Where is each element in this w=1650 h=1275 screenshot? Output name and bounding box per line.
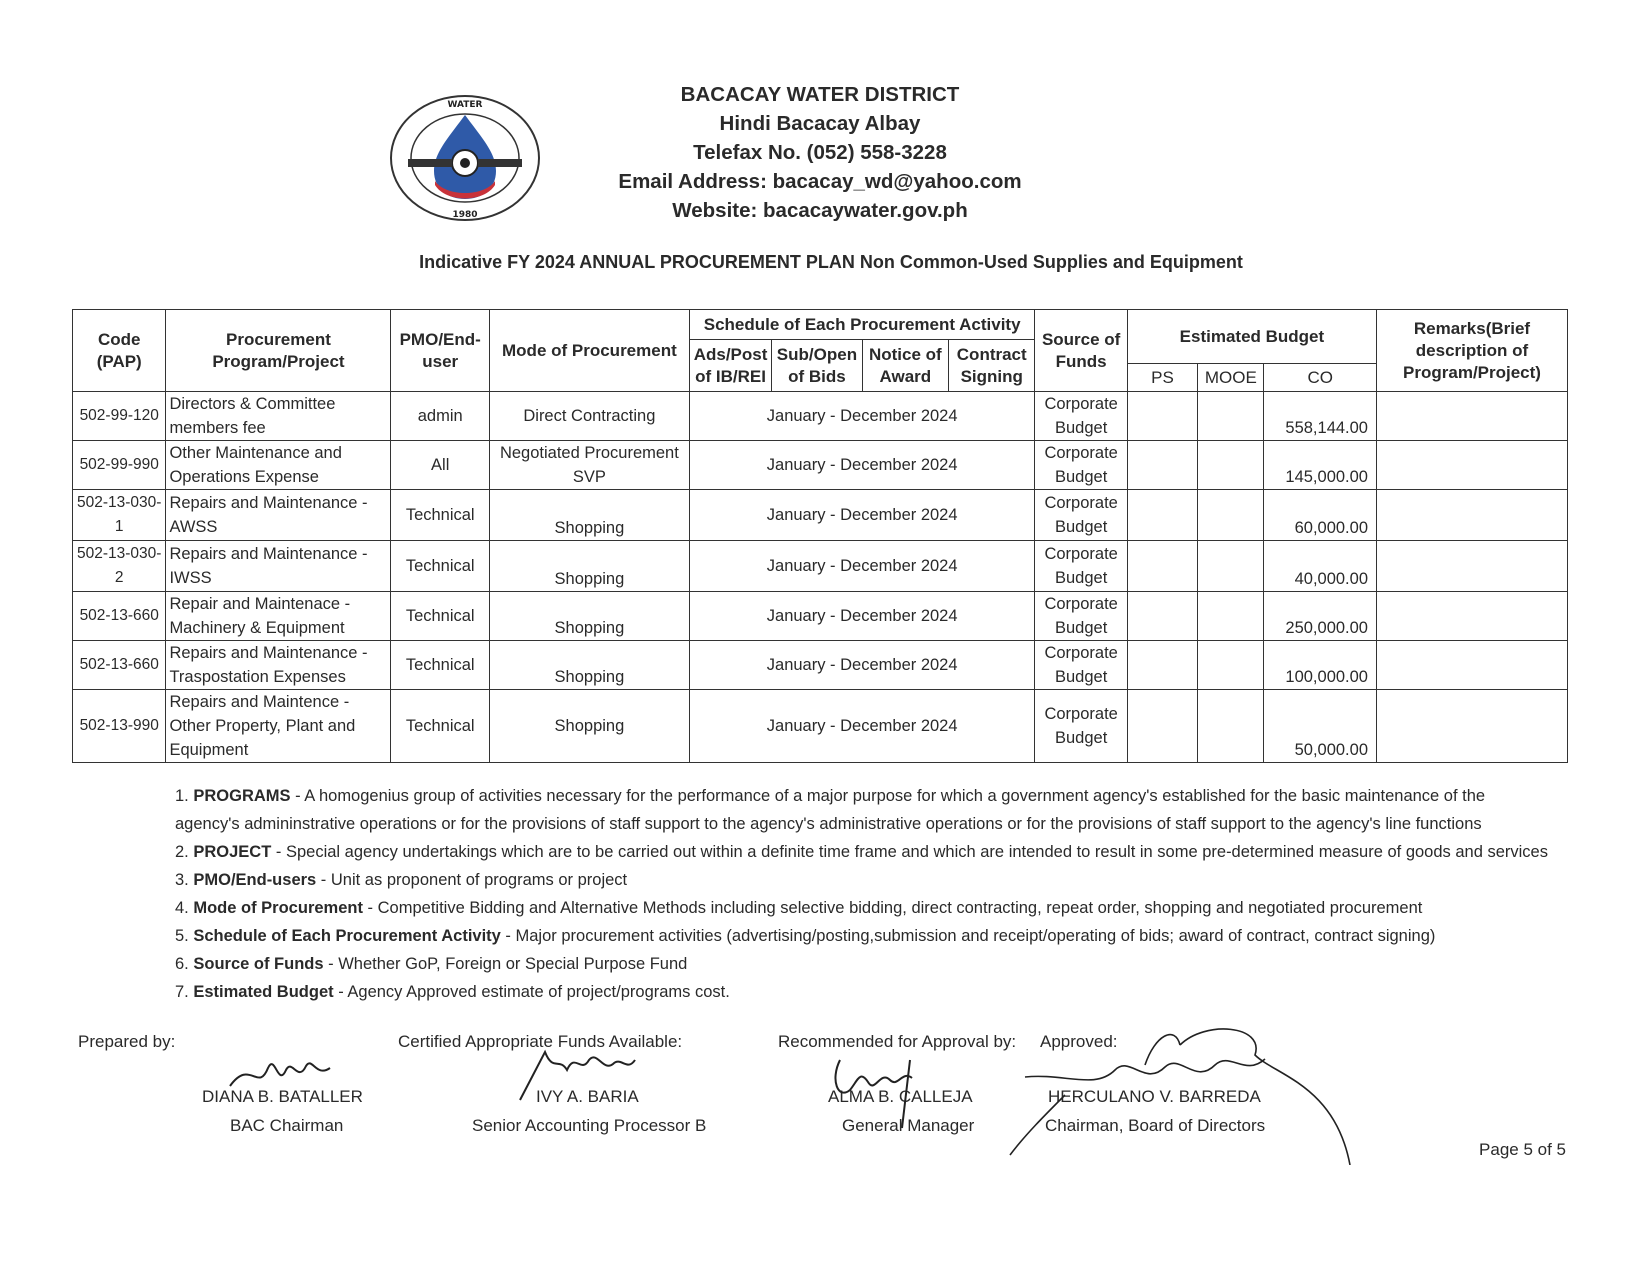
note-item: 2. PROJECT - Special agency undertakings which are to be carried out within a definite time frame and which are intended to result in some pre-determined measure of goods and services	[175, 843, 1548, 861]
cell-mode: Shopping	[489, 592, 689, 641]
cell-co: 558,144.00	[1264, 392, 1377, 441]
header-ads: Ads/Post of IB/REI	[689, 340, 771, 392]
table-row	[73, 690, 1568, 763]
org-address: Hindi Bacacay Albay	[719, 112, 921, 135]
prepared-by-label: Prepared by:	[78, 1032, 176, 1051]
cell-co: 40,000.00	[1264, 541, 1377, 592]
cell-mode: Shopping	[489, 690, 689, 763]
certified-label: Certified Appropriate Funds Available:	[398, 1032, 683, 1051]
cell-program: Other Maintenance and Operations Expense	[166, 441, 391, 490]
cell-co: 145,000.00	[1264, 441, 1377, 490]
cell-co: 250,000.00	[1264, 592, 1377, 641]
cell-source: Corporate Budget	[1035, 541, 1127, 592]
header-ps: PS	[1127, 364, 1197, 392]
page-number: Page 5 of 5	[1479, 1140, 1566, 1159]
cell-program: Repairs and Maintenance - IWSS	[166, 541, 391, 592]
header-code: Code (PAP)	[73, 310, 166, 392]
cell-remarks	[1377, 690, 1568, 763]
definitions-notes	[175, 782, 1575, 1006]
cell-mooe	[1198, 441, 1264, 490]
cell-mode: Negotiated Procurement SVP	[489, 441, 689, 490]
cell-mooe	[1198, 592, 1264, 641]
header-pmo: PMO/End- user	[391, 310, 489, 392]
cell-mode: Shopping	[489, 641, 689, 690]
cell-schedule: January - December 2024	[689, 690, 1035, 763]
cell-mooe	[1198, 541, 1264, 592]
note-item: 4. Mode of Procurement - Competitive Bidding and Alternative Methods including selective bidding, direct contracting, repeat order, shopping and negotiated procurement	[175, 899, 1423, 917]
header-source: Source of Funds	[1035, 310, 1127, 392]
prepared-by-name: DIANA B. BATALLER	[202, 1087, 363, 1106]
header-mooe: MOOE	[1198, 364, 1264, 392]
cell-schedule: January - December 2024	[689, 641, 1035, 690]
letterhead	[560, 80, 1080, 225]
approved-title: Chairman, Board of Directors	[1045, 1116, 1266, 1135]
note-item: 7. Estimated Budget - Agency Approved estimate of project/programs cost.	[175, 983, 730, 1001]
header-co: CO	[1264, 364, 1377, 392]
cell-mooe	[1198, 690, 1264, 763]
water-district-logo	[388, 93, 543, 223]
cell-source: Corporate Budget	[1035, 441, 1127, 490]
cell-mode: Shopping	[489, 541, 689, 592]
cell-ps	[1127, 541, 1197, 592]
cell-ps	[1127, 690, 1197, 763]
cell-code: 502-13-660	[73, 641, 166, 690]
cell-mooe	[1198, 392, 1264, 441]
cell-mode: Direct Contracting	[489, 392, 689, 441]
table-row	[73, 592, 1568, 641]
cell-pmo: All	[391, 441, 489, 490]
note-item: 1. PROGRAMS - A homogenius group of activities necessary for the performance of a major purpose for which a government agency's established for the basic maintenance of the	[175, 787, 1486, 805]
org-email: Email Address: bacacay_wd@yahoo.com	[618, 170, 1022, 193]
cell-ps	[1127, 641, 1197, 690]
header-budget: Estimated Budget	[1127, 310, 1376, 364]
plan-title	[0, 252, 1650, 273]
cell-source: Corporate Budget	[1035, 641, 1127, 690]
cell-co: 50,000.00	[1264, 690, 1377, 763]
cell-code: 502-13-030- 2	[73, 541, 166, 592]
cell-code: 502-13-030- 1	[73, 490, 166, 541]
cell-schedule: January - December 2024	[689, 541, 1035, 592]
cell-source: Corporate Budget	[1035, 592, 1127, 641]
procurement-table	[72, 309, 1568, 763]
org-website: Website: bacacaywater.gov.ph	[672, 199, 968, 222]
recommended-label: Recommended for Approval by:	[778, 1032, 1017, 1051]
cell-source: Corporate Budget	[1035, 392, 1127, 441]
cell-pmo: Technical	[391, 490, 489, 541]
prepared-by-title: BAC Chairman	[230, 1116, 344, 1135]
cell-source: Corporate Budget	[1035, 490, 1127, 541]
cell-mode: Shopping	[489, 490, 689, 541]
approved-label: Approved:	[1040, 1032, 1118, 1051]
cell-schedule: January - December 2024	[689, 490, 1035, 541]
cell-code: 502-13-660	[73, 592, 166, 641]
org-name: BACACAY WATER DISTRICT	[680, 83, 960, 106]
cell-program: Directors & Committee members fee	[166, 392, 391, 441]
header-sub: Sub/Open of Bids	[772, 340, 862, 392]
org-telefax: Telefax No. (052) 558-3228	[693, 141, 947, 164]
cell-mooe	[1198, 490, 1264, 541]
cell-pmo: Technical	[391, 690, 489, 763]
cell-code: 502-99-120	[73, 392, 166, 441]
cell-pmo: admin	[391, 392, 489, 441]
cell-program: Repairs and Maintence - Other Property, Plant and Equipment	[166, 690, 391, 763]
header-program: Procurement Program/Project	[166, 310, 391, 392]
cell-remarks	[1377, 641, 1568, 690]
cell-program: Repairs and Maintenance - Traspostation Expenses	[166, 641, 391, 690]
note-item: 3. PMO/End-users - Unit as proponent of programs or project	[175, 871, 628, 889]
cell-schedule: January - December 2024	[689, 441, 1035, 490]
header-contract: Contract Signing	[949, 340, 1035, 392]
prepared-signature	[220, 1048, 350, 1098]
table-row	[73, 490, 1568, 541]
header-schedule: Schedule of Each Procurement Activity	[689, 310, 1035, 340]
cell-pmo: Technical	[391, 592, 489, 641]
note-item: 5. Schedule of Each Procurement Activity - Major procurement activities (advertising/posting,submission and receipt/operating of bids; award of contract, contract signing)	[175, 927, 1436, 945]
cell-remarks	[1377, 392, 1568, 441]
cell-ps	[1127, 441, 1197, 490]
cell-source: Corporate Budget	[1035, 690, 1127, 763]
cell-remarks	[1377, 592, 1568, 641]
cell-remarks	[1377, 490, 1568, 541]
cell-pmo: Technical	[391, 541, 489, 592]
recommended-title: General Manager	[842, 1116, 975, 1135]
plan-title-text: Indicative FY 2024 ANNUAL PROCUREMENT PLAN Non Common-Used Supplies and Equipment	[419, 252, 1243, 272]
certified-name: IVY A. BARIA	[536, 1087, 639, 1106]
table-row	[73, 441, 1568, 490]
cell-schedule: January - December 2024	[689, 592, 1035, 641]
header-mode: Mode of Procurement	[489, 310, 689, 392]
table-row	[73, 641, 1568, 690]
recommended-name: ALMA B. CALLEJA	[828, 1087, 973, 1106]
cell-program: Repair and Maintenace - Machinery & Equipment	[166, 592, 391, 641]
cell-ps	[1127, 490, 1197, 541]
svg-text:WATER: WATER	[447, 100, 483, 110]
cell-schedule: January - December 2024	[689, 392, 1035, 441]
cell-pmo: Technical	[391, 641, 489, 690]
recommended-signature	[820, 1050, 960, 1130]
approved-signature	[1005, 1015, 1355, 1165]
note-item-continuation: agency's admininstrative operations or for the provisions of staff support to the agency's administrative operations or for the provisions of staff support to the agency's line functions	[175, 815, 1482, 833]
cell-mooe	[1198, 641, 1264, 690]
cell-co: 100,000.00	[1264, 641, 1377, 690]
cell-remarks	[1377, 441, 1568, 490]
header-notice: Notice of Award	[862, 340, 948, 392]
note-item: 6. Source of Funds - Whether GoP, Foreign or Special Purpose Fund	[175, 955, 688, 973]
approved-name: HERCULANO V. BARREDA	[1048, 1087, 1261, 1106]
header-remarks: Remarks(Brief description of Program/Project)	[1377, 310, 1568, 392]
certified-signature	[515, 1042, 645, 1102]
table-row	[73, 392, 1568, 441]
cell-ps	[1127, 392, 1197, 441]
svg-text:1980: 1980	[452, 210, 478, 220]
certified-title: Senior Accounting Processor B	[472, 1116, 707, 1135]
cell-program: Repairs and Maintenance - AWSS	[166, 490, 391, 541]
cell-code: 502-13-990	[73, 690, 166, 763]
cell-code: 502-99-990	[73, 441, 166, 490]
cell-ps	[1127, 592, 1197, 641]
table-row	[73, 541, 1568, 592]
cell-remarks	[1377, 541, 1568, 592]
cell-co: 60,000.00	[1264, 490, 1377, 541]
